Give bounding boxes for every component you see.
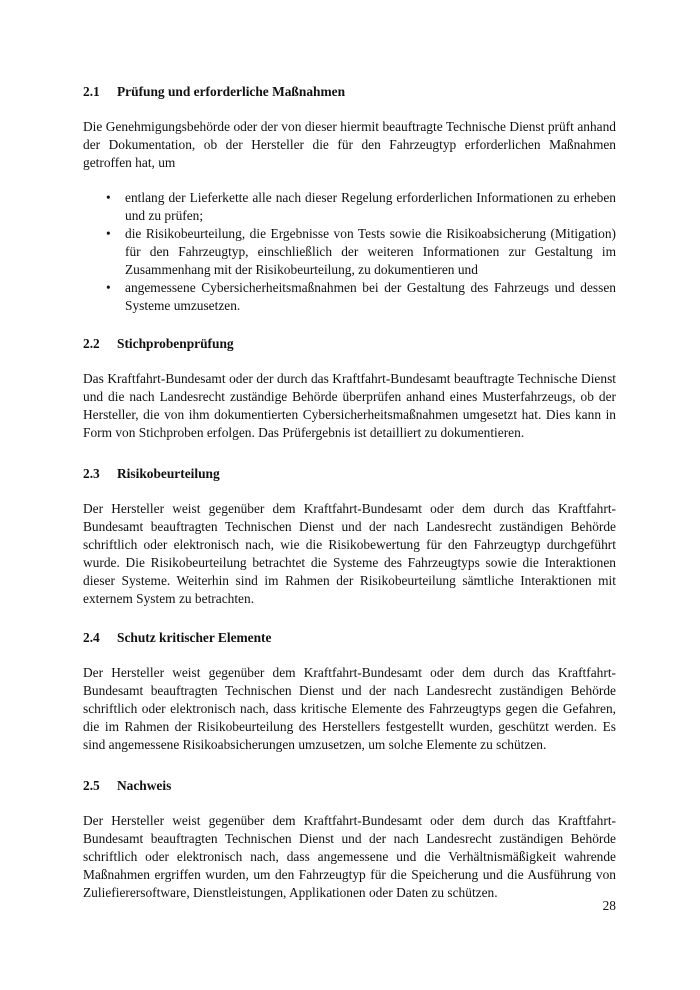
- section-title: Nachweis: [117, 778, 172, 793]
- section-heading: [83, 777, 616, 795]
- section-body-paragraph: Der Hersteller weist gegenüber dem Kraftfahrt-Bundesamt oder dem durch das Kraftfahrt-Bundesamt beauftragten Technischen Dienst und der nach Landesrecht zuständigen Behörde schriftlich oder elektronisch nach, dass angemessene und die Verhältnismäßigkeit wahrende Maßnahmen ergriffen wurden, um den Fahrzeugtyp für die Speicherung und die Ausführung von Zuliefierersoftware, Dienstleistungen, Applikationen oder Daten zu schützen.: [83, 813, 616, 900]
- bullet-icon: •: [106, 190, 111, 205]
- section-title: Risikobeurteilung: [117, 466, 220, 481]
- section-number: 2.1: [83, 84, 100, 99]
- section-heading: [83, 465, 616, 483]
- section-2-3: [83, 465, 616, 608]
- page-number: 28: [602, 898, 616, 913]
- section-body-paragraph: Das Kraftfahrt-Bundesamt oder der durch das Kraftfahrt-Bundesamt beauftragte Technische Dienst und die nach Landesrecht zuständige Behörde überprüfen anhand eines Musterfahrzeugs, ob der Hersteller, die von ihm dokumentierten Cybersicherheitsmaßnahmen umgesetzt hat. Dies kann in Form von Stichproben erfolgen. Das Prüfergebnis ist detailliert zu dokumentieren.: [83, 371, 616, 440]
- bullet-icon: •: [106, 226, 111, 241]
- section-2-2: [83, 335, 616, 442]
- bullet-icon: •: [106, 280, 111, 295]
- list-item: [83, 279, 616, 315]
- section-2-4: [83, 629, 616, 754]
- section-heading: [83, 335, 616, 353]
- section-heading: [83, 83, 616, 101]
- section-number: 2.3: [83, 466, 100, 481]
- section-title: Prüfung und erforderliche Maßnahmen: [117, 84, 346, 99]
- section-title: Stichprobenprüfung: [117, 336, 234, 351]
- section-body-paragraph: Der Hersteller weist gegenüber dem Kraftfahrt-Bundesamt oder dem durch das Kraftfahrt-Bundesamt beauftragten Technischen Dienst und der nach Landesrecht zuständigen Behörde schriftlich oder elektronisch nach, dass kritische Elemente des Fahrzeugtyps gegen die Gefahren, die im Rahmen der Risikobeurteilung des Herstellers festgestellt wurden, geschützt werden. Es sind angemessene Risikoabsicherungen umzusetzen, um solche Elemente zu schützen.: [83, 665, 616, 752]
- list-item-text: entlang der Lieferkette alle nach dieser Regelung erforderlichen Informationen zu erheben und zu prüfen;: [125, 190, 616, 223]
- section-2-5: [83, 777, 616, 902]
- section-2-1: [83, 83, 616, 315]
- section-title: Schutz kritischer Elemente: [117, 630, 272, 645]
- section-intro-paragraph: Die Genehmigungsbehörde oder der von dieser hiermit beauftragte Technische Dienst prüft anhand der Dokumentation, ob der Hersteller die für den Fahrzeugtyp erforderlichen Maßnahmen getroffen hat, um: [83, 119, 616, 170]
- section-number: 2.4: [83, 630, 100, 645]
- list-item: [83, 225, 616, 279]
- section-body-paragraph: Der Hersteller weist gegenüber dem Kraftfahrt-Bundesamt oder dem durch das Kraftfahrt-Bundesamt beauftragten Technischen Dienst und der nach Landesrecht zuständigen Behörde schriftlich oder elektronisch nach, wie die Risikobewertung für den Fahrzeugtyp durchgeführt wurde. Die Risikobeurteilung betrachtet die Systeme des Fahrzeugtyps sowie die Interaktionen dieser Systeme. Weiterhin sind im Rahmen der Risikobeurteilung sämtliche Interaktionen mit externem System zu betrachten.: [83, 501, 616, 606]
- section-heading: [83, 629, 616, 647]
- document-page: [83, 0, 616, 990]
- section-number: 2.5: [83, 778, 100, 793]
- bullet-list: [83, 189, 616, 315]
- list-item-text: die Risikobeurteilung, die Ergebnisse von Tests sowie die Risikoabsicherung (Mitigation) für den Fahrzeugtyp, einschließlich der weiteren Informationen zur Gestaltung im Zusammenhang mit der Risikobeurteilung, zu dokumentieren und: [125, 226, 616, 277]
- list-item-text: angemessene Cybersicherheitsmaßnahmen bei der Gestaltung des Fahrzeugs und dessen Systeme umzusetzen.: [125, 280, 616, 313]
- section-number: 2.2: [83, 336, 100, 351]
- list-item: [83, 189, 616, 225]
